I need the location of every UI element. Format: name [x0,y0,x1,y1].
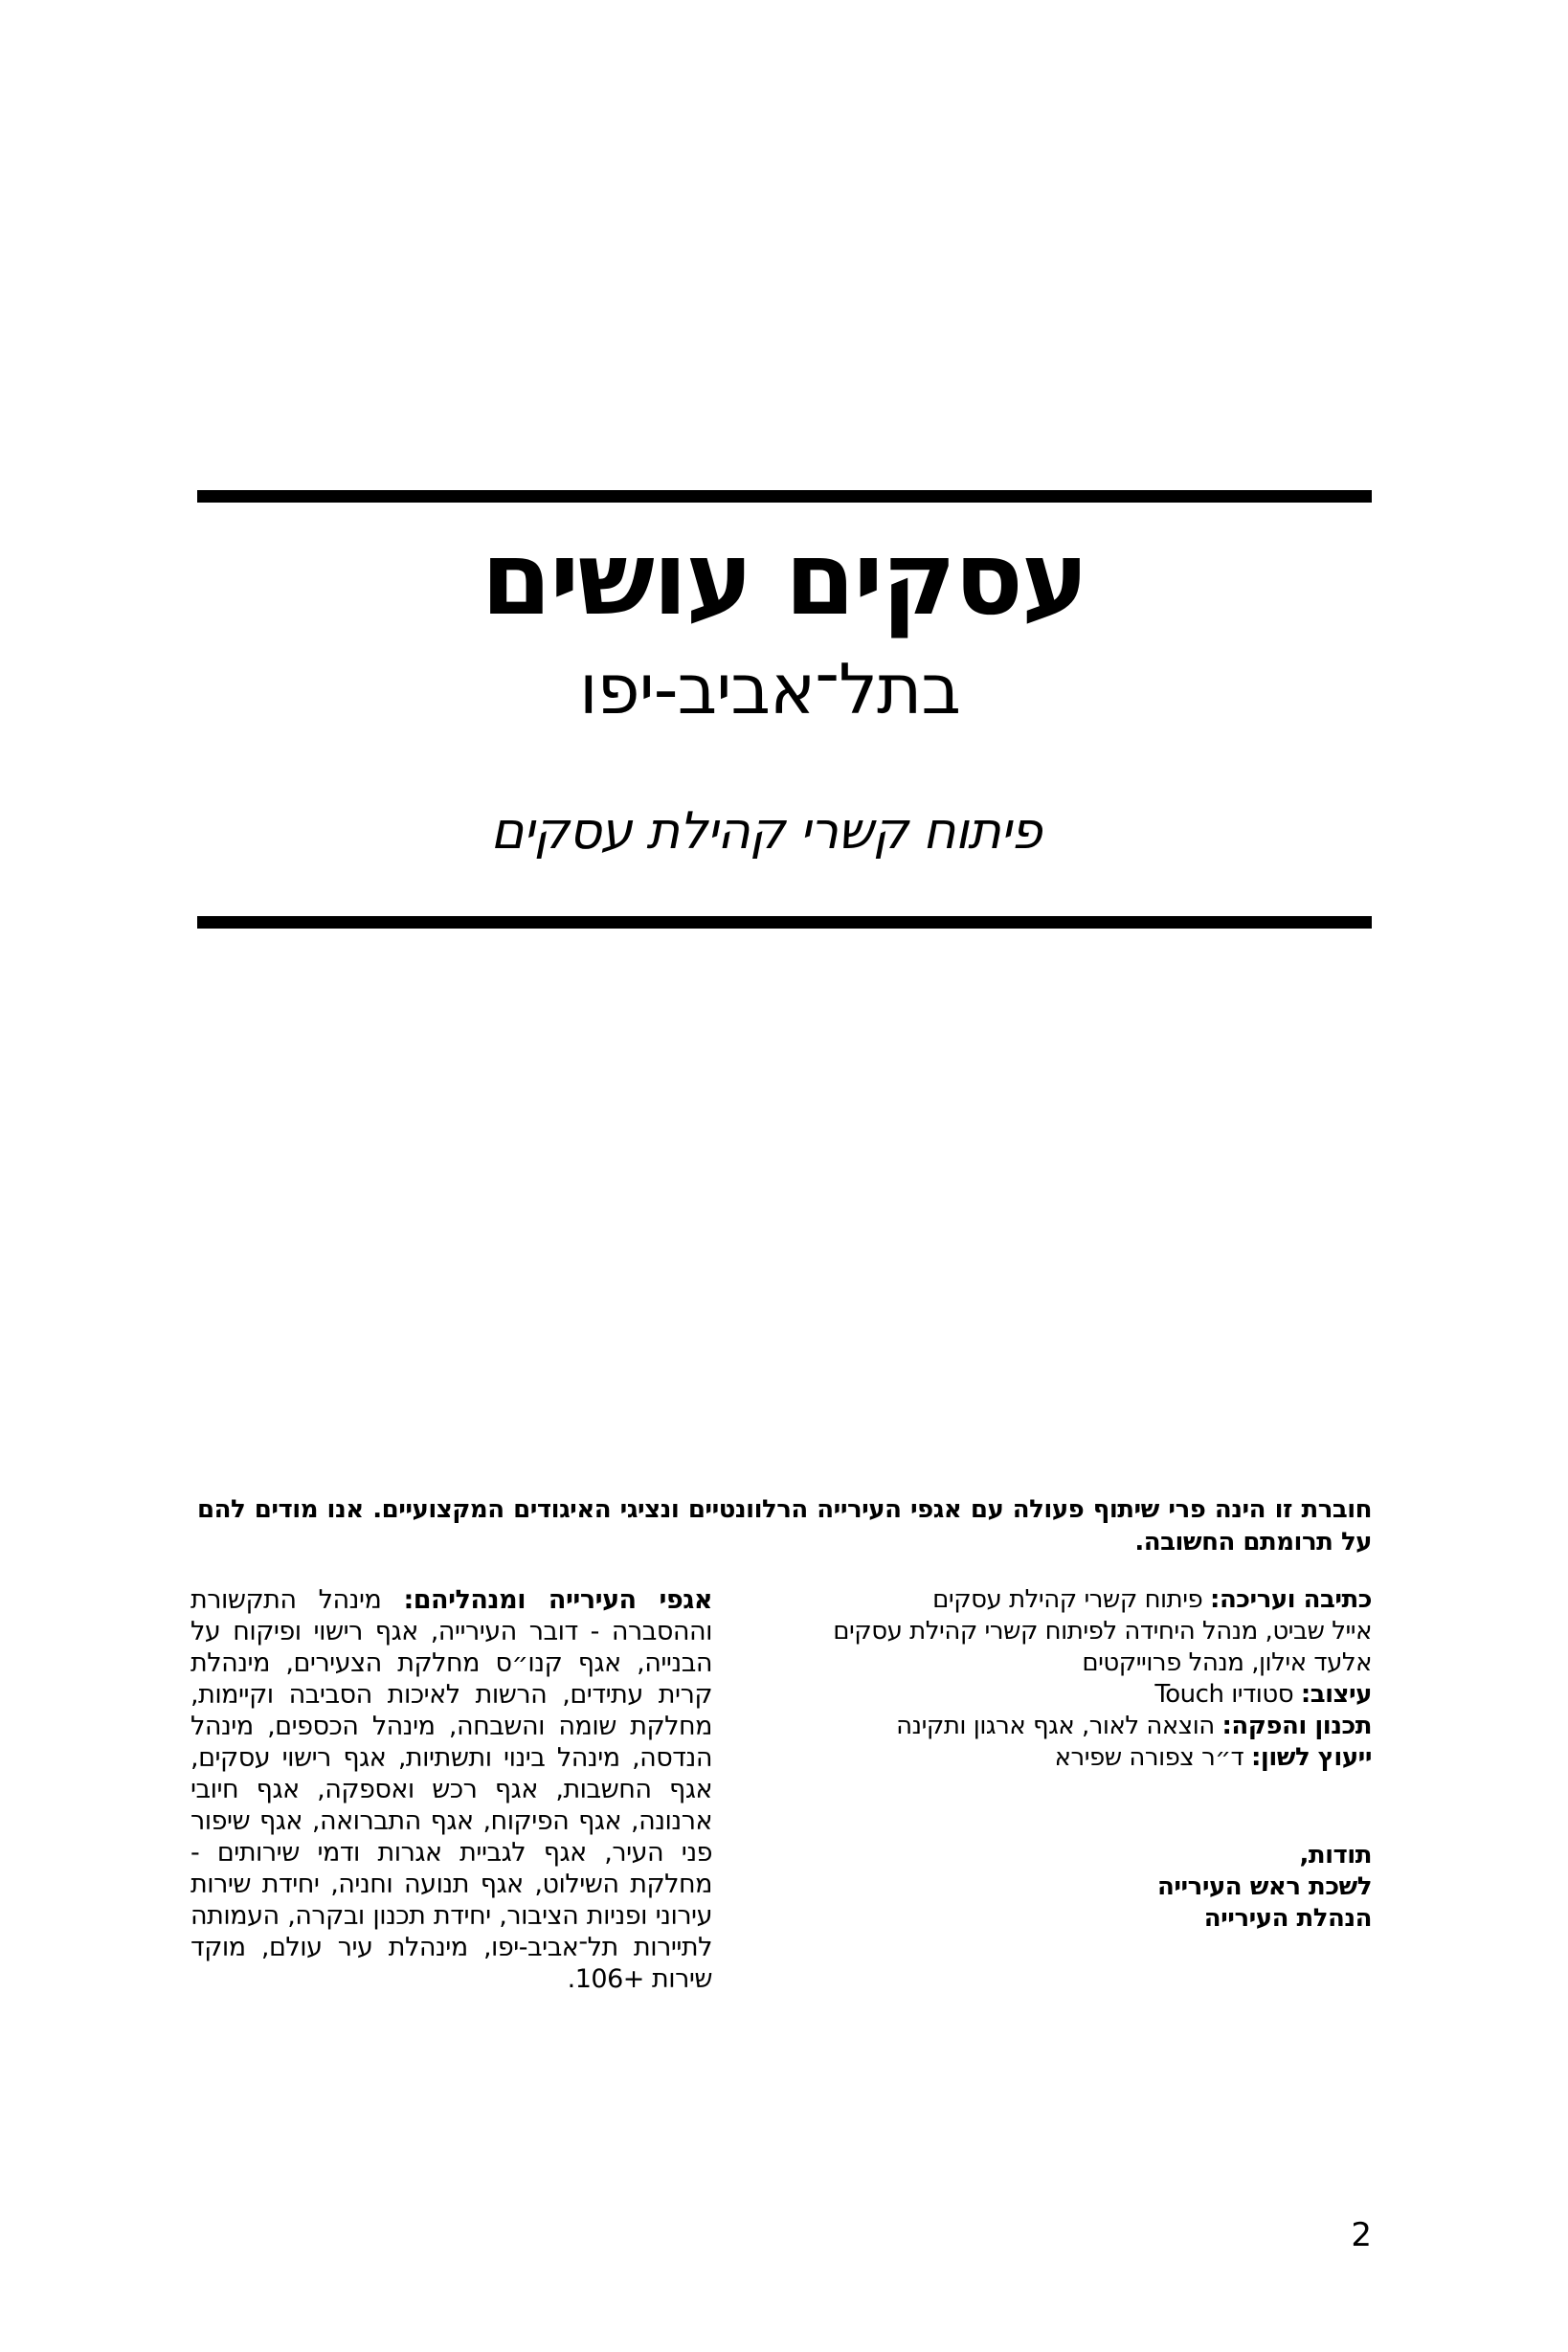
credit-label: כתיבה ועריכה: [1210,1585,1372,1614]
credit-text: ד״ר צפורה שפירא [1054,1743,1251,1772]
credit-text: אלעד אילון, מנהל פרוייקטים [1082,1648,1372,1677]
credit-text: פיתוח קשרי קהילת עסקים [932,1585,1211,1614]
credit-line [644,1679,1372,1711]
credit-text: סטודיו Touch [1154,1680,1301,1709]
credit-text: אייל שביט, מנהל היחידה לפיתוח קשרי קהילת עסקים [833,1617,1372,1646]
credit-label: ייעוץ לשון: [1251,1743,1372,1772]
acknowledgement-paragraph: חוברת זו הינה פרי שיתוף פעולה עם אגפי העירייה הרלוונטיים ונציגי האיגודים המקצועיים. אנו מודים להם על תרומתם החשובה. [197,1495,1372,1557]
departments-text: מינהל התקשורת וההסברה - דובר העירייה, אגף רישוי ופיקוח על הבנייה, אגף קנו״ס מחלקת הצעירים, מינהלת קרית עתידים, הרשות לאיכות הסביבה וקיימות, מחלקת שומה והשבחה, מינהל הכספים, מינהל הנדסה, מינהל בינוי ותשתיות, אגף רישוי עסקים, אגף החשבות, אגף רכש ואספקה, אגף חיובי ארנונה, אגף הפיקוח, אגף התברואה, אגף שיפור פני העיר, אגף לגביית אגרות ודמי שירותים - מחלקת השילוט, אגף תנועה וחניה, יחידת שירות עירוני ופניות הציבור, יחידת תכנון ובקרה, העמותה לתיירות תל־אביב-יפו, מינהלת עיר עולם, מוקד שירות +106. [190,1585,712,1994]
booklet-subtitle: בתל־אביב-יפו [579,649,960,729]
credit-label: עיצוב: [1300,1680,1372,1709]
title-rule-bottom [197,916,1372,929]
credit-line [644,1584,1372,1616]
thanks-line: הנהלת העירייה [1203,1904,1372,1933]
credit-line [644,1647,1372,1679]
thanks-line: תודות, [1299,1841,1372,1870]
title-rule-top [197,490,1372,503]
credit-text: הוצאה לאור, אגף ארגון ותקינה [896,1712,1222,1740]
booklet-tagline: פיתוח קשרי קהילת עסקים [490,802,1042,861]
credit-line [644,1616,1372,1647]
departments-label: אגפי העירייה ומנהליהם: [403,1585,712,1615]
credits-list [644,1584,1372,1774]
credit-label: תכנון והפקה: [1221,1712,1372,1740]
credit-line [644,1742,1372,1774]
credit-line [644,1711,1372,1742]
booklet-title: עסקים עושים [481,520,1087,638]
thanks-block [1157,1840,1372,1935]
departments-paragraph [190,1584,712,1995]
page-number: 2 [1351,2216,1372,2254]
thanks-line: לשכת ראש העירייה [1157,1872,1372,1901]
